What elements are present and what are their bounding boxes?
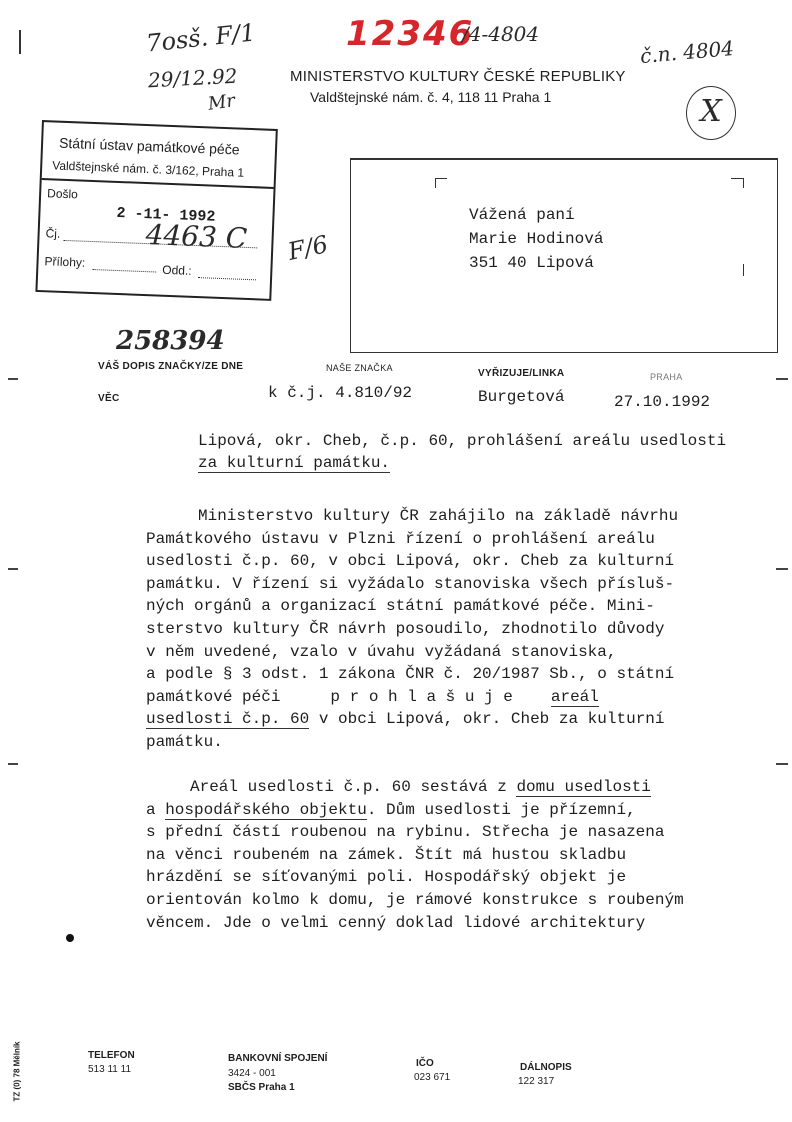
recipient-address: 351 40 Lipová [469, 254, 594, 272]
margin-tick [19, 30, 21, 54]
handwritten-date: 29/12.92 [147, 63, 239, 93]
subject-line-1: Lipová, okr. Cheb, č.p. 60, prohlášení areálu usedlosti [198, 432, 727, 450]
window-corner-mark [435, 178, 436, 188]
handwritten-top-right: č.n. 4804 [639, 35, 735, 69]
ministry-name: MINISTERSTVO KULTURY ČESKÉ REPUBLIKY [290, 68, 626, 85]
handwritten-margin-f: F/6 [285, 230, 331, 266]
p2-line: Areál usedlosti č.p. 60 sestává z domu usedlosti [190, 778, 651, 796]
circled-mark-letter: X [700, 94, 722, 129]
footer-dalnopis-label: DÁLNOPIS [520, 1062, 572, 1073]
recipient-name: Marie Hodinová [469, 230, 604, 248]
p2-line: s přední částí roubenou na rybinu. Střecha je nasazena [146, 823, 665, 842]
stamp-address: Valdštejnské nám. č. 3/162, Praha 1 [51, 158, 245, 180]
p1-object-rest: v obci Lipová, okr. Cheb za kulturní [309, 710, 665, 729]
footer-ico-value: 023 671 [414, 1072, 451, 1083]
handwritten-initial: Mr [206, 90, 237, 115]
stamp-odd-dots [198, 277, 256, 280]
handwritten-ref-number: 258394 [116, 326, 225, 356]
p1-line: v něm uvedené, vzalo v úvahu vyžádaná stanoviska, [146, 642, 617, 661]
stamp-title: Státní ústav památkové péče [58, 134, 240, 158]
p1-line: usedlosti č.p. 60, v obci Lipová, okr. Cheb za kulturní [146, 552, 675, 571]
p1-line: památku. V řízení si vyžádalo stanoviska všech přísluš- [146, 574, 675, 593]
p1-declaration-verb: p r o h l a š u j e [330, 687, 513, 706]
paragraph-2 [146, 776, 746, 934]
footer-ico-label: IČO [416, 1058, 434, 1069]
stamp-odd-label: Odd.: [162, 262, 192, 278]
p1-line: ných orgánů a organizací státní památkové péče. Mini- [146, 597, 655, 616]
p1-declaration-object: areál [550, 687, 599, 706]
margin-tick [8, 378, 18, 380]
margin-tick [776, 378, 788, 380]
p2-line: na věnci roubeném na zámek. Štít má hustou skladbu [146, 845, 627, 864]
stamp-doslo-label: Došlo [46, 186, 79, 202]
praha-label: PRAHA [650, 372, 683, 382]
footer-bank-value-2: SBČS Praha 1 [228, 1082, 295, 1093]
receipt-stamp [35, 120, 277, 301]
window-corner-mark [743, 178, 744, 188]
p1-line: a podle § 3 odst. 1 zákona ČNR č. 20/1987 Sb., o státní [146, 665, 675, 684]
p2-line: a hospodářského objektu. Dům usedlosti je přízemní, [146, 800, 636, 819]
subject-line-2: za kulturní památku. [198, 454, 391, 472]
footer-telefon-value: 513 11 11 [88, 1064, 132, 1075]
p2-line: věncem. Jde o velmi cenný doklad lidové architektury [146, 913, 646, 932]
vyrizuje-label: VYŘIZUJE/LINKA [478, 368, 565, 379]
margin-tick [776, 763, 788, 765]
footer-dalnopis-value: 122 317 [518, 1076, 555, 1087]
p1-line [146, 708, 746, 731]
punch-dot [66, 934, 74, 942]
date-value: 27.10.1992 [614, 393, 711, 411]
vyrizuje-value: Burgetová [478, 388, 565, 406]
p1-line: sterstvo kultury ČR návrh posoudilo, zhodnotilo důvody [146, 619, 665, 638]
p1-line: Památkového ústavu v Plzni řízení o prohlášení areálu [146, 529, 655, 548]
footer-bank-label: BANKOVNÍ SPOJENÍ [228, 1053, 328, 1064]
p1-line-declaration [146, 686, 746, 709]
stamp-cj-value: 4463 C [145, 218, 248, 255]
margin-tick [776, 568, 788, 570]
p2-underlined-building: hospodářského objektu [165, 800, 367, 819]
window-corner-mark [435, 178, 447, 179]
vec-label: VĚC [98, 393, 120, 404]
stamp-prilohy-dots [92, 269, 156, 272]
address-window [350, 158, 778, 353]
margin-tick [8, 763, 18, 765]
p2-line: hrázdění se síťovanými poli. Hospodářský objekt je [146, 868, 627, 887]
paragraph-1 [146, 505, 746, 754]
p2-underlined-house: domu usedlosti [516, 778, 651, 796]
ministry-address: Valdštejnské nám. č. 4, 118 11 Praha 1 [310, 89, 552, 105]
p1-line: památku. [146, 732, 223, 751]
stamp-cj-label: Čj. [45, 226, 61, 241]
recipient-salutation: Vážená paní [469, 206, 575, 224]
p2-line: orientován kolmo k domu, je rámové konstrukce s roubeným [146, 890, 684, 909]
p1-declaration-prefix: památkové péči [146, 687, 281, 706]
p1-object-underlined: usedlosti č.p. 60 [146, 710, 310, 729]
margin-print-code: TZ (0) 78 Mělník [12, 1041, 22, 1102]
window-corner-mark [731, 178, 743, 179]
vas-dopis-label: VÁŠ DOPIS ZNAČKY/ZE DNE [98, 361, 244, 372]
footer-bank-value-1: 3424 - 001 [228, 1068, 276, 1079]
footer-telefon-label: TELEFON [88, 1050, 135, 1061]
red-registration-number: 12346 [346, 14, 475, 54]
handwritten-ref-suffix: /4-4804 [462, 22, 540, 46]
nase-znacka-label: NAŠE ZNAČKA [326, 363, 393, 373]
window-corner-mark [743, 264, 744, 276]
stamp-prilohy-label: Přílohy: [44, 254, 86, 270]
circled-mark [686, 86, 736, 140]
handwritten-note: 7osš. F/1 [144, 18, 257, 58]
p1-line: Ministerstvo kultury ČR zahájilo na základě návrhu [198, 507, 679, 525]
stamp-doslo-value: 2 -11- 1992 [116, 204, 216, 226]
nase-znacka-value: k č.j. 4.810/92 [268, 384, 413, 402]
margin-tick [8, 568, 18, 570]
